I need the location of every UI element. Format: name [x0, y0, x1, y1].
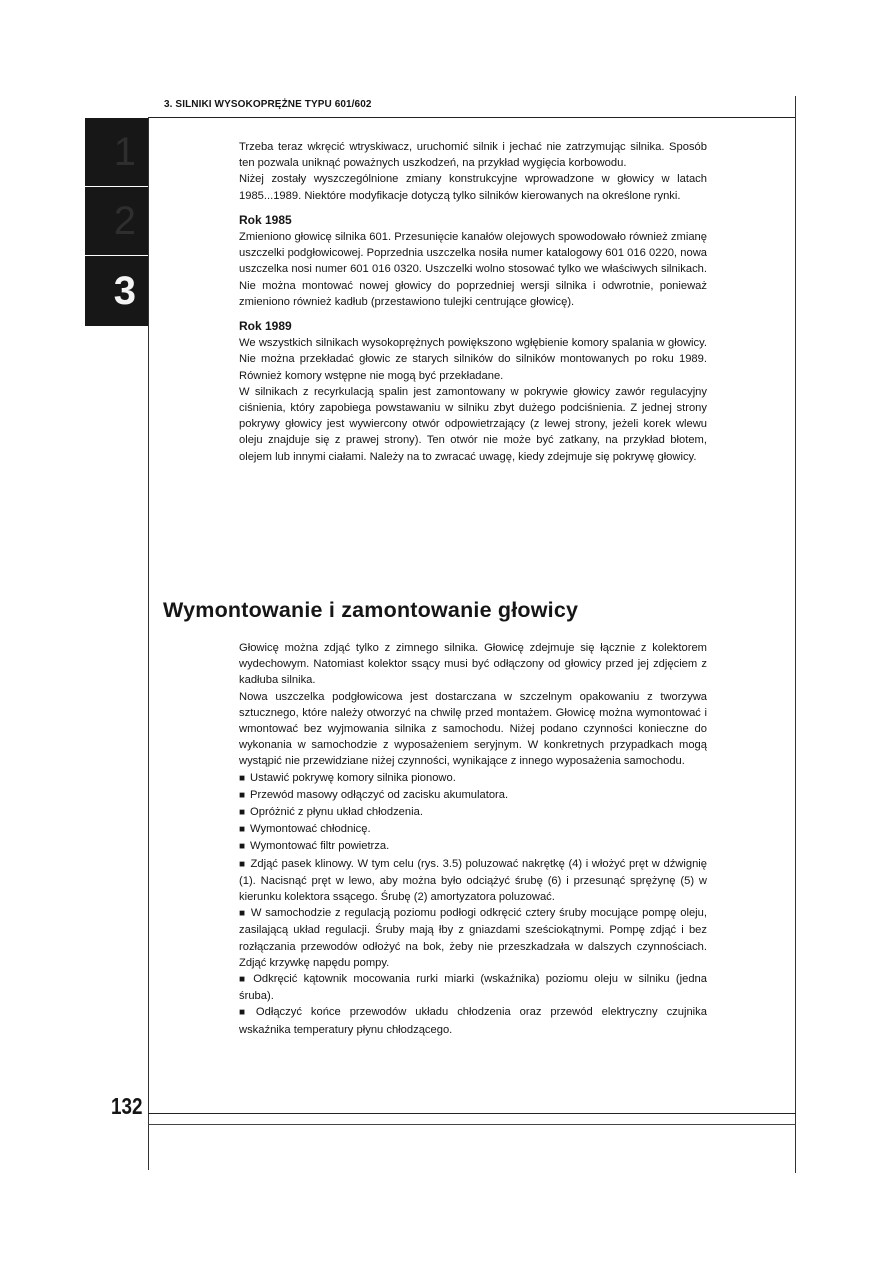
section-title: Wymontowanie i zamontowanie głowicy: [163, 598, 579, 622]
intro-paragraph-2: Niżej zostały wyszczególnione zmiany konstrukcyjne wprowadzone w głowicy w latach 1985...1989. Niektóre modyfikacje dotyczą tylko silników kierowanych na określone rynki.: [239, 173, 707, 202]
section-body: [239, 640, 707, 1038]
step-item: ■ Wymontować chłodnicę.: [239, 821, 707, 838]
section-paragraph-2: Nowa uszczelka podgłowicowa jest dostarczana w szczelnym opakowaniu z tworzywa sztucznego, które należy otworzyć na chwilę przed montażem. Głowicę można wymontować i wmontować bez wyjmowania silnika z samochodu. Niżej podano czynności konieczne do wykonania w samochodzie z wyposażeniem seryjnym. W konkretnych przypadkach mogą wystąpić nie przewidziane niżej czynności, wynikające z innego wyposażenia samochodu.: [239, 690, 707, 768]
step-item: ■ W samochodzie z regulacją poziomu podłogi odkręcić cztery śruby mocujące pompę oleju, zasilającą układ regulacji. Śruby mają łby z gniazdami sześciokątnymi. Pompę zdjąć i bez rozłączania przewodów odłożyć na bok, żeby nie przeszkadzała w dalszych czynnościach. Zdjąć krzywkę napędu pompy.: [239, 905, 707, 971]
footer-rule-2: [148, 1124, 796, 1125]
step-item: ■ Wymontować filtr powietrza.: [239, 838, 707, 855]
intro-paragraph-1: Trzeba teraz wkręcić wtryskiwacz, uruchomić silnik i jechać nie zatrzymując silnika. Sposób ten pozwala uniknąć poważnych uszkodzeń, na przykład wygięcia korbowodu.: [239, 141, 707, 170]
footer-rule: [148, 1113, 796, 1114]
paragraph-1985: Zmieniono głowicę silnika 601. Przesunięcie kanałów olejowych spowodowało również zmianę uszczelki podgłowicowej. Poprzednia uszczelka nosiła numer katalogowy 601 016 0220, nowa uszczelka nosi numer 601 016 0320. Uszczelki wolno stosować tylko we właściwych silnikach. Nie można montować nowej głowicy do poprzedniej wersji silnika i odwrotnie, ponieważ zmieniono również kadłub (przestawiono tulejki centrujące głowicę).: [239, 231, 707, 308]
chapter-tab-2: 2: [85, 187, 148, 255]
step-item: ■ Odkręcić kątownik mocowania rurki miarki (wskaźnika) poziomu oleju w silniku (jedna śruba).: [239, 971, 707, 1004]
left-margin-line: [148, 117, 149, 1170]
running-header: 3. SILNIKI WYSOKOPRĘŻNE TYPU 601/602: [164, 99, 372, 110]
subheading-1985: Rok 1985: [239, 212, 292, 227]
section-paragraph-1: Głowicę można zdjąć tylko z zimnego silnika. Głowicę zdejmuje się łącznie z kolektorem wydechowym. Natomiast kolektor ssący musi być odłączony od głowicy przed jej zdjęciem z kadłuba silnika.: [239, 642, 707, 687]
step-item: ■ Przewód masowy odłączyć od zacisku akumulatora.: [239, 787, 707, 804]
chapter-body: [239, 139, 707, 465]
step-item: ■ Odłączyć końce przewodów układu chłodzenia oraz przewód elektryczny czujnika wskaźnika temperatury płynu chłodzącego.: [239, 1004, 707, 1037]
header-rule: [148, 117, 796, 118]
chapter-tab-3-active: 3: [85, 256, 148, 326]
chapter-tabs: [85, 118, 148, 327]
right-margin-line: [795, 96, 796, 1173]
step-item: ■ Ustawić pokrywę komory silnika pionowo.: [239, 770, 707, 787]
paragraph-1989-1: We wszystkich silnikach wysokoprężnych powiększono wgłębienie komory spalania w głowicy. Nie można przekładać głowic ze starych silników do silników montowanych po roku 1989. Również komory wstępne nie mogą być przekładane.: [239, 337, 707, 382]
step-item: ■ Zdjąć pasek klinowy. W tym celu (rys. 3.5) poluzować nakrętkę (4) i włożyć pręt w dźwignię (1). Nacisnąć pręt w lewo, aby można było odciążyć śrubę (6) i przesunąć sprężynę (5) w kierunku kolektora ssącego. Śrubę (2) amortyzatora poluzować.: [239, 856, 707, 906]
subheading-1989: Rok 1989: [239, 319, 292, 334]
paragraph-1989-2: W silnikach z recyrkulacją spalin jest zamontowany w pokrywie głowicy zawór regulacyjny ciśnienia, który zapobiega powstawaniu w silniku zbyt dużego podciśnienia. Z jednej strony pokrywy głowicy jest wywiercony otwór odpowietrzający (z lewej strony, jeżeli korek wlewu oleju znajduje się z prawej strony). Ten otwór nie może być zatkany, na przykład błotem, olejem lub innymi ciałami. Należy na to zwracać uwagę, kiedy zdejmuje się pokrywę głowicy.: [239, 385, 707, 463]
chapter-tab-1: 1: [85, 118, 148, 186]
page-number: 132: [111, 1093, 143, 1119]
step-item: ■ Opróżnić z płynu układ chłodzenia.: [239, 804, 707, 821]
